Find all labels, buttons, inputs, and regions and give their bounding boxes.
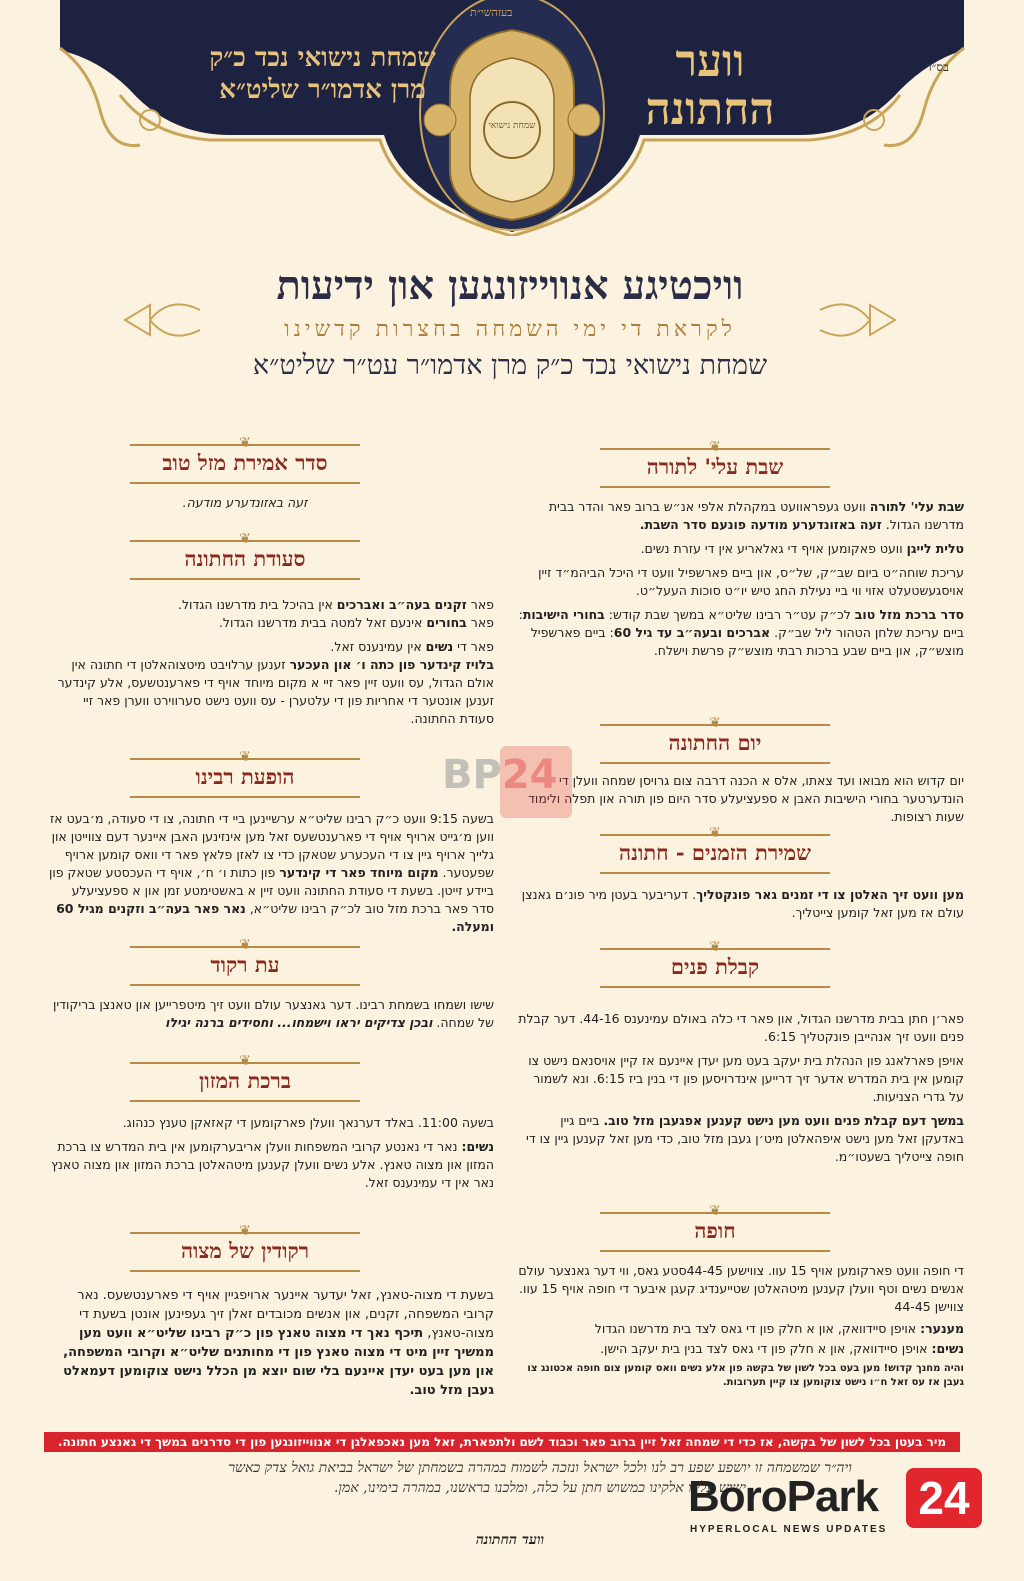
section-amira-header: ❦ סדר אמירת מזל טוב	[130, 428, 360, 490]
boropark24-logo	[688, 1466, 988, 1540]
yom-text: יום קדוש הוא מבואו ועד צאתו, אלס א הכנה דרבה צום גרויסן שמחה וועלן די הונדערטער בחורי הישיבות האבן א ספעציעלע סדר היום פון תורה און תפלה ולימוד שעות רצופות.	[528, 773, 964, 824]
amira-text: זעה באזונדערע מודעה.	[182, 495, 308, 510]
main-title: וויכטיגע אנווייזונגען און ידיעות	[276, 262, 744, 309]
kabbolas-text: פאר׳ן חתן בבית מדרשנו הגדול, און פאר די כלה באולם עמינענס 44-16. דער קבלת פנים וועט זיך אנהייבן פונקטליך 6:15. אויפן פארלאנג פון הנהלת בית יעקב בעט מען יעדן איינעם אז קיין אויסנאם נישט צו קומען אין בית המדרש אדער זיך דרייען אינדרויסען פון די בנין ביז 6:15. ונא לשמור על גדרי הצניעות. במשך דעם קבלת פנים וועט מען נישט קענען אפגעבן מזל טוב. ביים גיין באדעקן זאל מען נישט איפהאלטן מיט׳ן געבן מזל טוב, כדי מען זאל קענען גיין צו די חופה צייטליך בשעטו״מ.	[518, 1011, 964, 1164]
watermark-logo: BP24	[442, 752, 558, 798]
logo-name: BoroPark	[688, 1472, 879, 1521]
crest-text: שמחת נישואי	[488, 121, 536, 131]
rikudin-text: בשעת די מצוה-טאנץ, זאל יעדער איינער ארויפגיין אויף די פארענטשעס. נאר קרובי המשפחה, זקנים, און אנשים מכובדים זאלן זיך געפינען אונטן בשעת די מצוה-טאנץ, תיכף נאך די מצוה טאנץ פון כ״ק רבינו שליט״א וועט מען ממשיך זיין מיט די מצוה טאנץ פון די מחותנים שליט״א וקרובי המשפחה, און מען בעט יעדן איינעם בלי שום יוצא מן הכלל נישט צוקומען דעמאלט געבן מזל טוב.	[63, 1288, 494, 1398]
simcha-title: שמחת נישואי נכד כ״ק מרן אדמו״ר שליט״א	[209, 43, 436, 105]
section-kabbolas-header: ❦ קבלת פנים	[600, 932, 830, 994]
request-banner: מיר בעטן בכל לשון של בקשה, אז כדי די שמחה זאל זיין ברוב פאר וכבוד לשם ולתפארת, זאל מען נאכפאלגן די אנווייזונגען פון די סדרנים במשך די גאנצע חתונה.	[44, 1432, 960, 1452]
header-banner	[0, 0, 1024, 236]
section-rikudin-header: ❦ רקודין של מצוה	[130, 1216, 360, 1278]
section-yom-header: ❦ יום החתונה	[600, 708, 830, 770]
bsd-mark: בס״ד	[926, 60, 949, 74]
closing-blessing: ויה״ר שמשמחה זו יושפע שפע רב לנו ולכל ישראל ונזכה לשמוח במהרה בשמחתן של ישראל בביאת גואל צדק כאשר ישיש עלינו אלקינו כמשוש חתן על כלה, ומלכנו בראשנו, במהרה בימינו, אמן.	[228, 1460, 852, 1496]
left-scroll-ornament	[120, 290, 210, 350]
seuda-text: פאר זקנים בעה״ב ואברכים אין בהיכל בית מדרשנו הגדול. פאר בחורים אינעם זאל למטה בבית מדרשנו הגדול. פאר די נשים אין עמינענס זאל. בלויז קינדער פון כתה ו׳ און העכער זענען ערלויבט מיטצוהאלטן די חתונה אין אולם הגדול, עס וועט זיין פאר זיי א מקום מיוחד אויף די פארענטשעס, אלע קינדער זענען אונטער די אחריות פון די עלטערן - עס וועט נישט סערווירט ווערן פאר זיי סעודת החתונה.	[57, 597, 494, 726]
eis-text: שישו ושמחו בשמחת רבינו. דער גאנצער עולם וועט זיך מיטפרייען און טאנצן בריקודין של שמחה. ובכן צדיקים יראו וישמחו... וחסידים ברנה יגילו	[53, 997, 494, 1030]
section-seuda-header: ❦ סעודת החתונה	[130, 524, 360, 586]
section-hofaas-header: ❦ הופעת רבינו	[130, 742, 360, 804]
hofaas-text: בשעה 9:15 וועט כ״ק רבינו שליט״א ערשיינען ביי די חתונה, צו די סעודה, מ׳בעט אז ווען מ׳גייט ארויף אויף די פארענטשעס זאל מען אינזינען האבן איינער דעם צווייטן און גלייך ארויף גיין צו די העכערע שטאקן כדי צו לאזן פלאץ פאר די וואס קומען ארויף שפעטער. מקום מיוחד פאר די קינדער פון כתות ו׳ ח׳, אויף די העכסטע שטאק פון ביידע זייטן. בשעת די סעודת החתונה וועט זיין א באשטימטע זמן און א ספעציעלע סדר פאר ברכת מזל טוב לכ״ק רבינו שליט״א, נאר פאר בעה״ב וזקנים מגיל 60 ומעלה.	[48, 811, 494, 934]
logo-number: 24	[906, 1468, 982, 1528]
shmiras-text: מען וועט זיך האלטן צו די זמנים גאר פונקטליך. דעריבער בעטן מיר פונ׳ם גאנצן עולם אז מען זאל קומען צייטליך.	[521, 887, 964, 920]
birkas-text: בשעה 11:00. באלד דערנאך וועלן פארקומען די קאזאקן טענץ כנהוג. נשים: נאר די נאנטע קרובי המשפחות וועלן אריבערקומען אין בית המדרש צו ברכת המזון און מצוה טאנץ. אלע נשים וועלן קענען מיטהאלטן ברכת המזון און מצוה טאנץ נאר אין די עמינענס זאל.	[51, 1115, 494, 1190]
bezras-hashem: בעזהשי״ת	[470, 6, 513, 19]
right-scroll-ornament	[810, 290, 900, 350]
header-ornament	[0, 0, 1024, 236]
subtitle-2: שמחת נישואי נכד כ״ק מרן אדמו״ר עט״ר שליט״א	[252, 350, 768, 381]
section-shabbos-header: ❦ שבת עלי' לתורה	[600, 432, 830, 494]
section-birkas-header: ❦ ברכת המזון	[130, 1046, 360, 1108]
vaad-title: ווער החתונה	[645, 36, 775, 135]
signature-vaad: וועד החתונה	[475, 1532, 545, 1548]
section-shmiras-header: ❦ שמירת הזמנים - חתונה	[600, 818, 830, 880]
shabbos-text: שבת עלי' לתורה וועט געפראוועט במקהלת אלפי אנ״ש ברוב פאר והדר בבית מדרשנו הגדול. זעה באזונדערע מודעה פונעם סדר השבת. טלית לייגן וועט פאקומען אויף די גאלאריע אין די עזרת נשים. עריכת שוחה״ט ביום שב״ק, של״ס, און ביים פארשפיל וועט די היכל הביהמ״ד זיין אויסגעשטעלט אזוי ווי ביי נעילת החג טיש יו״ט סוכות העעל״ט. סדר ברכת מזל טוב לכ״ק עט״ר רבינו שליט״א במשך שבת קודש: בחורי הישיבות: ביים עריכת שלחן הטהור ליל שב״ק. אברכים ובעה״ב עד גיל 60: ביים פארשפיל מוצש״ק, און ביים שבע ברכות רבתי מוצש״ק פרשת וישלח.	[518, 499, 964, 658]
chuppah-text: די חופה וועט פארקומען אויף 15 עוו. צווישען 44-45סטע גאס, ווי דער גאנצער עולם אנשים נשים וטף וועלן קענען מיטהאלטן שטייענדיג קעגן איבער די חופה אויף 15 עוו. צווישן 44-45 מענער: אויפן סיידוואק, און א חלק פון די גאס לצד בית מדרשנו הגדול נשים: אויפן סיידוואק, און א חלק פון די גאס לצד בנין בית יעקב הישן. והיה מחנך קדוש! מען בעט בכל לשון של בקשה פון אלע נשים וואס קומען צום חופה אכטונג צו געבן אז עס זאל ח״ו נישט צוקומען צו קיין תערובות.	[518, 1263, 964, 1388]
section-chuppah-header: ❦ חופה	[600, 1196, 830, 1258]
subtitle-1: לקראת די ימי השמחה בחצרות קדשינו	[284, 317, 736, 342]
section-eis-header: ❦ עת רקוד	[130, 930, 360, 992]
logo-tagline: HYPERLOCAL NEWS UPDATES	[690, 1524, 888, 1535]
